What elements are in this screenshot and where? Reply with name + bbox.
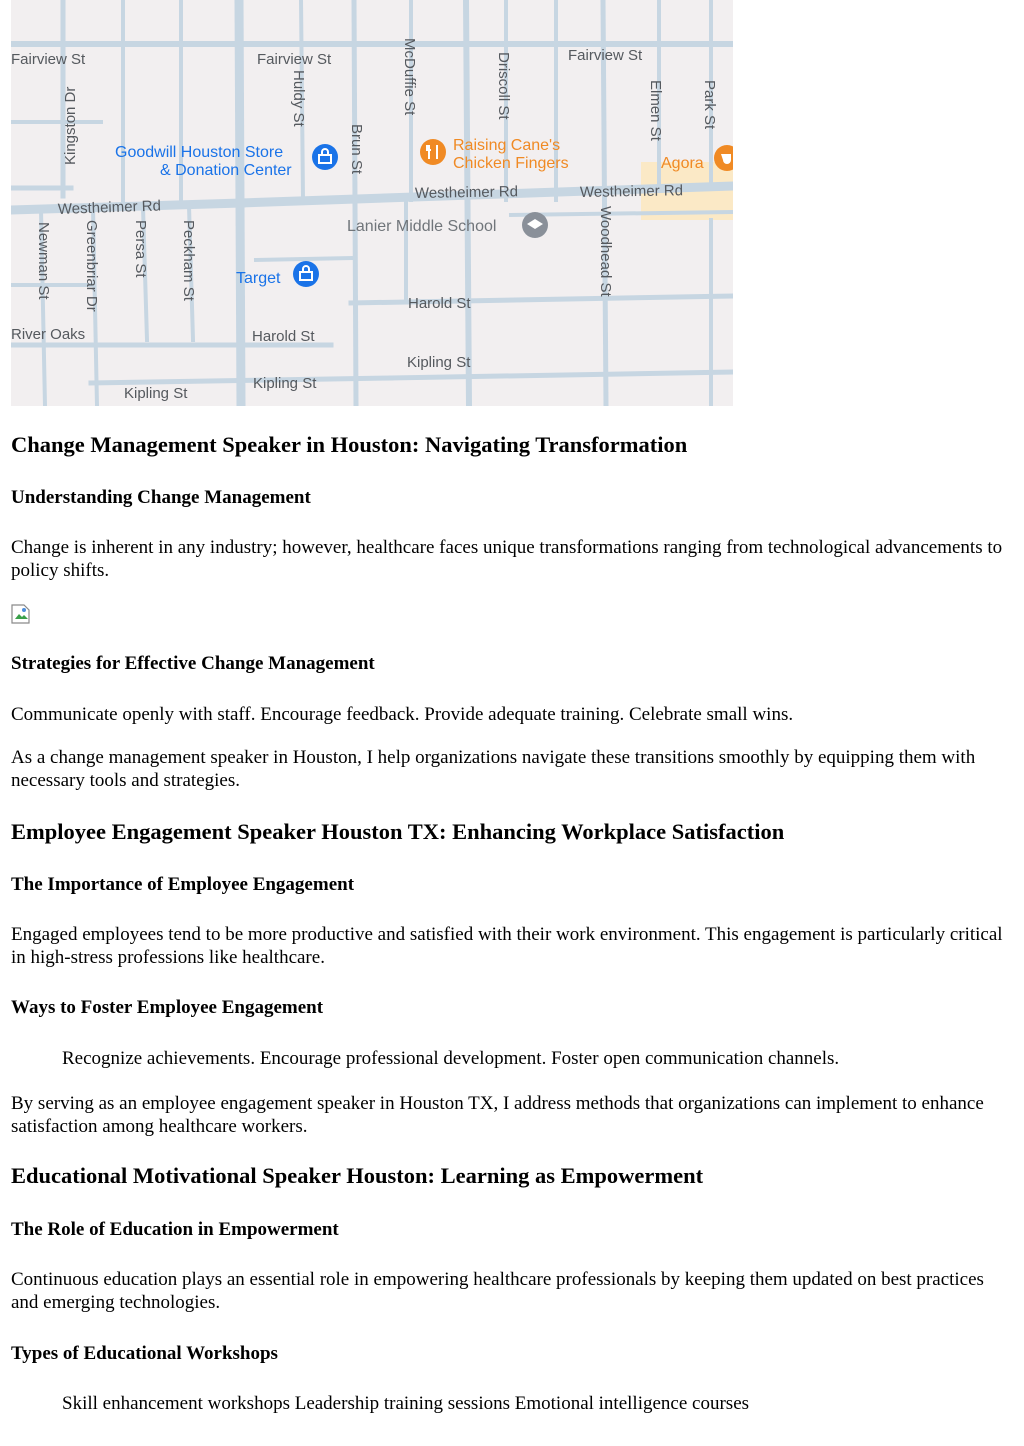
paragraph-importance: Engaged employees tend to be more productive and satisfied with their work environment. This engagement is particularly critical in high-stress professions like healthcare. [11, 924, 1003, 968]
list-ways: Recognize achievements. Encourage professional development. Foster open communication channels. [62, 1048, 840, 1069]
raising-canes-label-line2[interactable]: Chicken Fingers [453, 155, 569, 172]
street-label: Harold St [408, 295, 471, 312]
street-label: Fairview St [11, 51, 86, 68]
subheading-ways: Ways to Foster Employee Engagement [11, 997, 324, 1018]
goodwill-label[interactable]: Goodwill Houston Store [115, 144, 284, 161]
school-pin-icon[interactable] [522, 212, 548, 238]
street-label: Westheimer Rd [57, 197, 162, 218]
raising-canes-pin-icon[interactable] [420, 139, 446, 165]
street-label: Fairview St [568, 47, 643, 64]
street-label: Driscoll St [495, 52, 512, 120]
section-heading-engagement: Employee Engagement Speaker Houston TX: Enhancing Workplace Satisfaction [11, 819, 785, 844]
street-label: Woodhead St [597, 206, 614, 297]
street-label: Huldy St [290, 70, 307, 127]
section-heading-change: Change Management Speaker in Houston: Navigating Transformation [11, 432, 688, 457]
paragraph-change-speaker: As a change management speaker in Houston, I help organizations navigate these transitions smoothly by equipping them with necessary tools and strategies. [11, 747, 976, 791]
broken-image-icon [11, 604, 31, 624]
subheading-understanding: Understanding Change Management [11, 487, 311, 508]
paragraph-understanding: Change is inherent in any industry; however, healthcare faces unique transformations ranging from technological advancements to policy shifts. [11, 537, 1003, 581]
street-label: McDuffie St [401, 38, 418, 116]
subheading-role: The Role of Education in Empowerment [11, 1219, 339, 1240]
street-label: Newman St [35, 222, 52, 300]
street-label: Kipling St [253, 375, 317, 392]
map[interactable] [11, 0, 733, 406]
section-heading-education: Educational Motivational Speaker Houston: Learning as Empowerment [11, 1163, 704, 1188]
target-label[interactable]: Target [236, 270, 281, 287]
subheading-strategies: Strategies for Effective Change Management [11, 653, 375, 674]
street-label: Greenbriar Dr [83, 220, 100, 312]
street-label: Kingston Dr [62, 86, 79, 165]
school-label[interactable]: Lanier Middle School [347, 218, 497, 235]
goodwill-pin-icon[interactable] [312, 144, 338, 170]
map-canvas[interactable] [11, 0, 733, 406]
street-label: Harold St [252, 328, 315, 345]
street-label: Westheimer Rd [579, 182, 684, 201]
street-label: Brun St [348, 124, 365, 175]
street-label: Westheimer Rd [414, 183, 519, 202]
street-label: Park St [701, 80, 718, 130]
subheading-types: Types of Educational Workshops [11, 1343, 278, 1364]
street-label: Persa St [132, 220, 149, 278]
agora-label[interactable]: Agora [661, 155, 704, 172]
area-label: River Oaks [11, 326, 86, 343]
goodwill-label-line2[interactable]: & Donation Center [160, 162, 292, 179]
street-label: Kipling St [407, 354, 471, 371]
paragraph-role: Continuous education plays an essential role in empowering healthcare professionals by keeping them updated on best practices and emerging technologies. [11, 1269, 984, 1313]
paragraph-strategies: Communicate openly with staff. Encourage feedback. Provide adequate training. Celebrate small wins. [11, 704, 794, 725]
list-types: Skill enhancement workshops Leadership training sessions Emotional intelligence courses [62, 1393, 750, 1414]
street-label: Elmen St [647, 80, 664, 141]
street-label: Peckham St [180, 220, 197, 301]
street-label: Fairview St [257, 51, 332, 68]
raising-canes-label[interactable]: Raising Cane's [453, 137, 561, 154]
paragraph-engagement-speaker: By serving as an employee engagement speaker in Houston TX, I address methods that organizations can implement to enhance satisfaction among healthcare workers. [11, 1093, 984, 1137]
street-label: Kipling St [124, 385, 188, 402]
target-pin-icon[interactable] [293, 261, 319, 287]
subheading-importance: The Importance of Employee Engagement [11, 874, 355, 895]
